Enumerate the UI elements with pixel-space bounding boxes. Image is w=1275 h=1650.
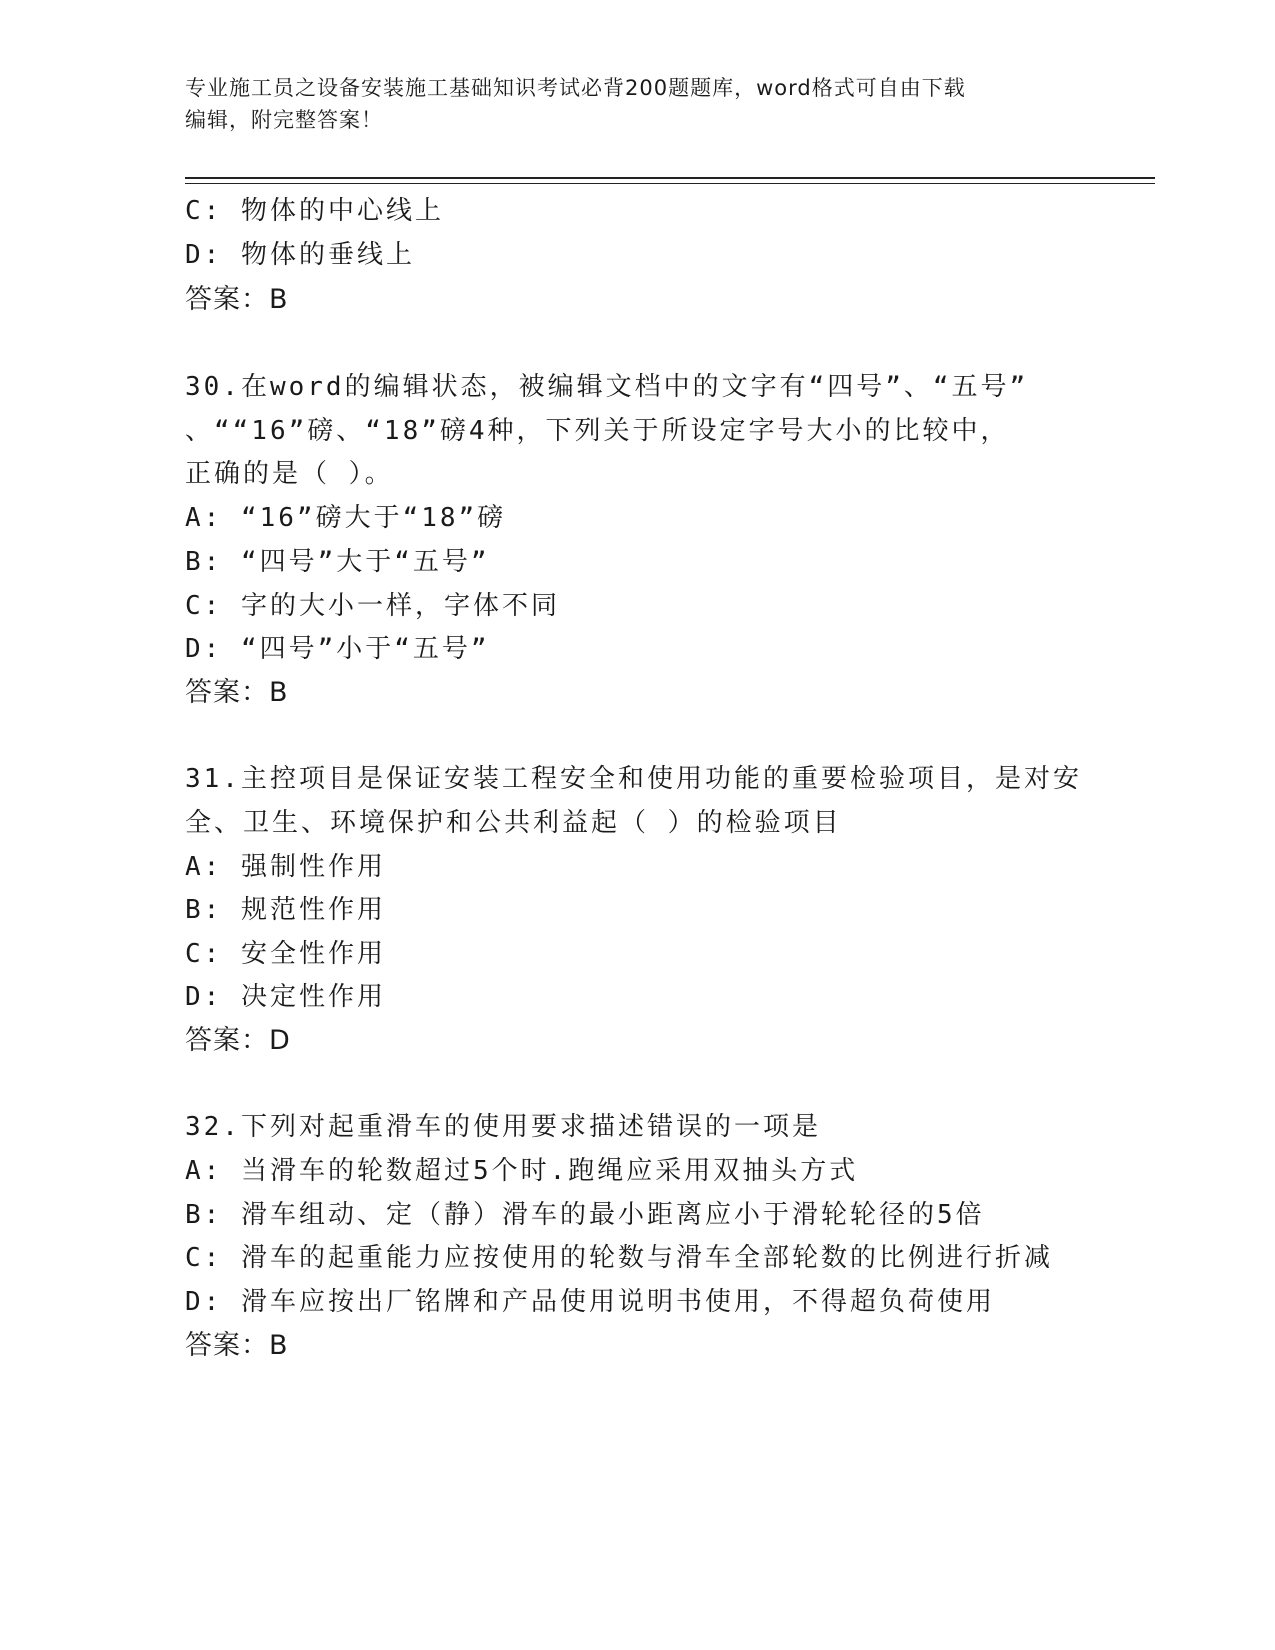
q30-stem-line-1: 30.在word的编辑状态，被编辑文档中的文字有“四号”、“五号”: [185, 372, 1029, 402]
q30-stem-line-3: 正确的是（ ）。: [185, 459, 394, 489]
q32-option-c: C: 滑车的起重能力应按使用的轮数与滑车全部轮数的比例进行折减: [185, 1243, 1053, 1273]
document-header: [185, 72, 1065, 136]
q30-option-b: B: “四号”大于“五号”: [185, 547, 490, 577]
q32-option-d: D: 滑车应按出厂铭牌和产品使用说明书使用，不得超负荷使用: [185, 1287, 995, 1317]
header-title-line-1: 专业施工员之设备安装施工基础知识考试必背200题题库，word格式可自由下载: [185, 76, 966, 100]
q31-option-c: C: 安全性作用: [185, 939, 386, 969]
q31-option-a: A: 强制性作用: [185, 852, 386, 882]
q32-option-a: A: 当滑车的轮数超过5个时.跑绳应采用双抽头方式: [185, 1156, 859, 1186]
q31-option-b: B: 规范性作用: [185, 895, 386, 925]
q30-option-d: D: “四号”小于“五号”: [185, 634, 490, 664]
q31-stem-line-2: 全、卫生、环境保护和公共利益起（ ）的检验项目: [185, 808, 842, 838]
q30-stem-line-2: 、““16”磅、“18”磅4种，下列关于所设定字号大小的比较中，: [185, 416, 1010, 446]
header-title-line-2: 编辑，附完整答案！: [185, 108, 383, 132]
header-divider-thin: [185, 183, 1155, 184]
prev-question-option-c: C: 物体的中心线上: [185, 196, 444, 226]
prev-question-option-d: D: 物体的垂线上: [185, 240, 415, 270]
q32-answer: 答案：B: [185, 1330, 289, 1361]
header-divider-thick: [185, 177, 1155, 179]
q30-option-a: A: “16”磅大于“18”磅: [185, 503, 507, 533]
q32-option-b: B: 滑车组动、定（静）滑车的最小距离应小于滑轮轮径的5倍: [185, 1200, 985, 1230]
q32-stem-line-1: 32.下列对起重滑车的使用要求描述错误的一项是: [185, 1112, 821, 1142]
q31-stem-line-1: 31.主控项目是保证安装工程安全和使用功能的重要检验项目，是对安: [185, 764, 1082, 794]
q30-answer: 答案：B: [185, 677, 289, 708]
q31-answer: 答案：D: [185, 1025, 291, 1056]
q31-option-d: D: 决定性作用: [185, 982, 386, 1012]
q30-option-c: C: 字的大小一样，字体不同: [185, 591, 560, 621]
prev-question-answer: 答案：B: [185, 284, 289, 315]
